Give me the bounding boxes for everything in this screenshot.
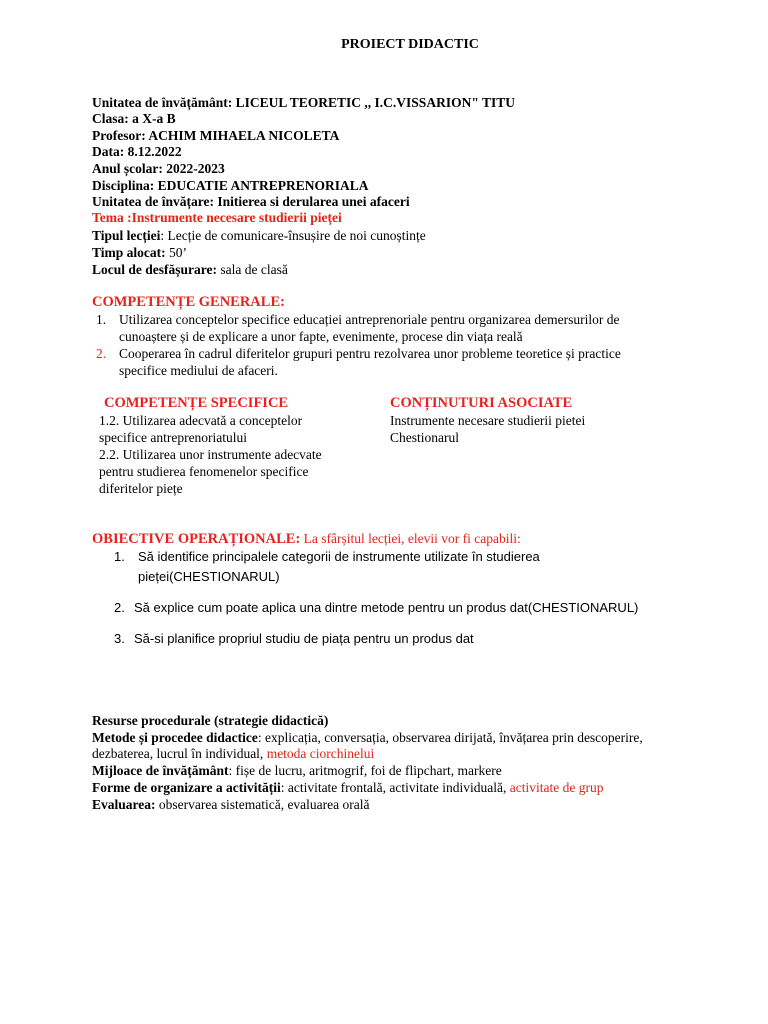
metode-line2: dezbaterea, lucrul în individual, [92,746,264,761]
forme-value: : activitate frontală, activitate individuală, [280,780,507,795]
unitate-invatare-label: Unitatea de învățare: [92,194,214,209]
timp-row [92,244,187,261]
locul-label: Locul de desfășurare: [92,262,217,277]
mijloace-row [92,762,502,779]
competente-specifice-heading: COMPETENȚE SPECIFICE [104,395,289,411]
page-title: PROIECT DIDACTIC [341,37,479,52]
an-scolar-value: 2022-2023 [166,161,225,176]
clasa-value: a X-a B [132,111,176,126]
cs-line-3: 2.2. Utilizarea unor instrumente adecvate [99,447,322,462]
metode-line1: : explicația, conversația, observarea dirijată, învățarea prin descoperire, [257,730,643,745]
ob-item-2-line1: Să explice cum poate aplica una dintre metode pentru un produs dat(CHESTIONARUL) [134,600,639,615]
profesor-row [92,127,339,144]
clasa-label: Clasa: [92,111,129,126]
disciplina-row [92,177,369,194]
an-scolar-row [92,160,225,177]
ob-item-2-num: 2. [114,600,125,615]
tipul-label: Tipul lecției [92,228,161,243]
ob-item-3-num: 3. [114,631,125,646]
cg-item-2-line2: specifice mediului de afaceri. [119,363,278,378]
disciplina-label: Disciplina: [92,178,155,193]
timp-value: 50’ [169,245,187,260]
ob-item-3-line1: Să-si planifice propriul studiu de piața pentru un produs dat [134,631,474,646]
cs-line-2: specifice antreprenoriatului [99,430,248,445]
continuturi-line-1: Instrumente necesare studierii pietei [390,413,586,428]
obiective-intro: La sfârșitul lecției, elevii vor fi capabili: [303,531,521,546]
evaluare-row [92,796,370,813]
obiective-row [92,530,521,548]
locul-row [92,261,288,278]
disciplina-value: EDUCATIE ANTREPRENORIALA [157,178,369,193]
data-value: 8.12.2022 [127,144,182,159]
mijloace-label: Mijloace de învățământ [92,763,229,778]
cs-line-4: pentru studierea fenomenelor specifice [99,464,309,479]
unitate-label: Unitatea de învățământ: [92,95,233,110]
an-scolar-label: Anul școlar: [92,161,163,176]
ob-item-1-line2: pieței(CHESTIONARUL) [138,569,280,584]
data-label: Data: [92,144,125,159]
unitate-invatare-row [92,193,410,210]
evaluare-label: Evaluarea: [92,797,156,812]
obiective-heading: OBIECTIVE OPERAȚIONALE: [92,531,301,547]
cs-line-5: diferitelor piețe [99,481,183,496]
profesor-value: ACHIM MIHAELA NICOLETA [148,128,340,143]
resurse-heading: Resurse procedurale (strategie didactică) [92,713,329,728]
metode-row-2 [92,745,374,762]
unitate-invatare-value: Initierea si derularea unei afaceri [217,194,410,209]
cg-item-2-num: 2. [96,346,107,361]
unitate-row [92,94,515,111]
cg-item-2-line1: Cooperarea în cadrul diferitelor grupuri pentru rezolvarea unor probleme teoretice și practice [119,346,621,361]
cg-item-1-line1: Utilizarea conceptelor specifice educației antreprenoriale pentru organizarea demersurilor de [119,312,620,327]
cs-line-1: 1.2. Utilizarea adecvată a conceptelor [99,413,303,428]
forme-row [92,779,603,796]
continuturi-line-2: Chestionarul [390,430,459,445]
timp-label: Timp alocat: [92,245,166,260]
tipul-value: : Lecție de comunicare-însușire de noi cunoștințe [160,228,426,243]
ob-item-1-line1: Să identifice principalele categorii de instrumente utilizate în studierea [138,549,540,564]
forme-label: Forme de organizare a activității [92,780,281,795]
ob-item-1-num: 1. [114,549,125,564]
metode-red: metoda ciorchinelui [266,746,375,761]
forme-red: activitate de grup [509,780,604,795]
profesor-label: Profesor: [92,128,146,143]
metode-label: Metode și procedee didactice [92,730,258,745]
metode-row [92,729,643,746]
clasa-row [92,110,176,127]
continuturi-heading: CONȚINUTURI ASOCIATE [390,395,573,411]
tema: Tema :Instrumente necesare studierii pieței [92,210,342,225]
mijloace-value: : fișe de lucru, aritmogrif, foi de flipchart, markere [228,763,502,778]
cg-item-1-line2: cunoaștere și de explicare a unor fapte, evenimente, procese din viața reală [119,329,523,344]
evaluare-value: observarea sistematică, evaluarea orală [158,797,370,812]
unitate-value: LICEUL TEORETIC ,, I.C.VISSARION" TITU [235,95,515,110]
locul-value: sala de clasă [220,262,288,277]
data-row [92,143,182,160]
cg-item-1-num: 1. [96,312,107,327]
competente-generale-heading: COMPETENȚE GENERALE: [92,294,285,310]
tipul-row [92,227,426,244]
